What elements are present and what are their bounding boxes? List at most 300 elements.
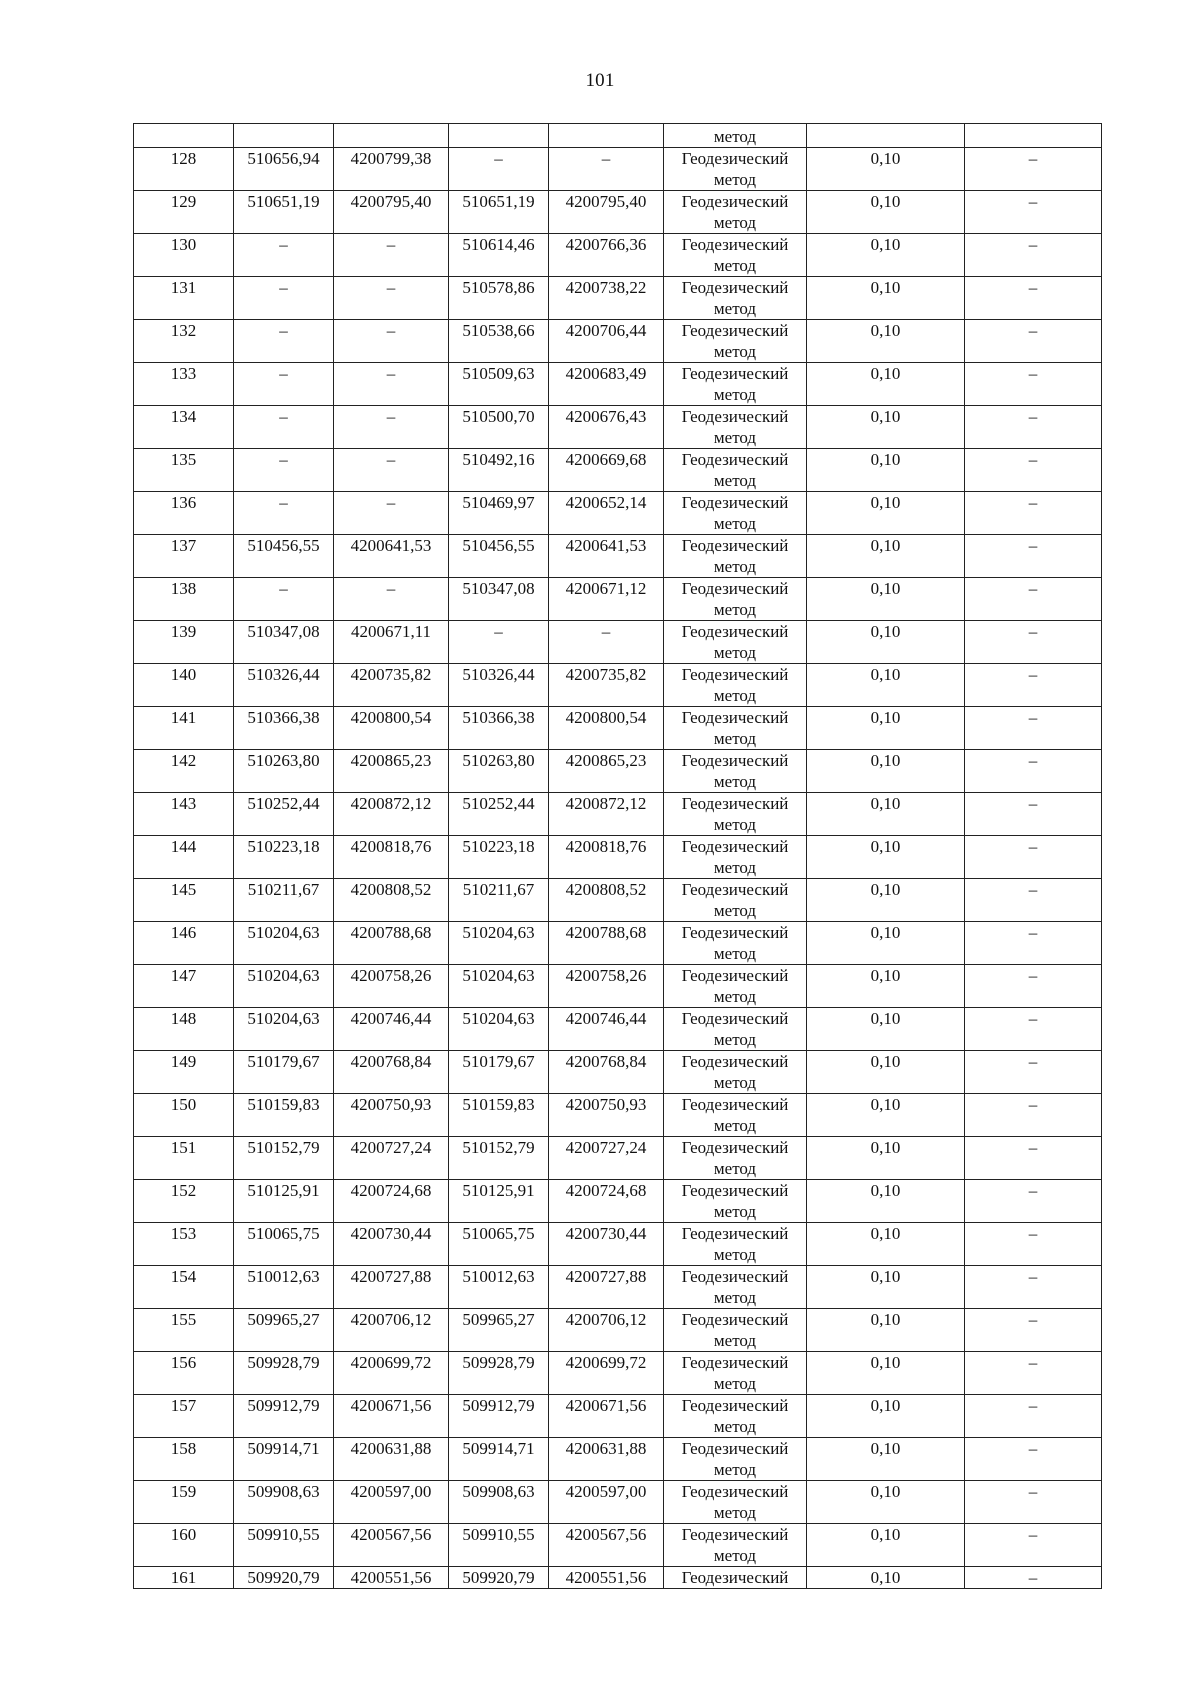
cell-y-new: 4200746,44 [549, 1008, 664, 1051]
cell-method-continued: метод [664, 124, 807, 148]
cell-description: – [965, 1137, 1102, 1180]
cell-method: Геодезический метод [664, 1051, 807, 1094]
cell-x-existing: 510152,79 [234, 1137, 334, 1180]
cell-x-new: 510204,63 [449, 965, 549, 1008]
cell-accuracy: 0,10 [807, 879, 965, 922]
cell-accuracy: 0,10 [807, 406, 965, 449]
cell-point-number: 151 [134, 1137, 234, 1180]
table-row [134, 1266, 1102, 1309]
cell-point-number: 138 [134, 578, 234, 621]
cell-x-existing: 510326,44 [234, 664, 334, 707]
cell-point-number: 134 [134, 406, 234, 449]
cell-x-new: 510204,63 [449, 1008, 549, 1051]
cell-point-number: 143 [134, 793, 234, 836]
cell-x-new: 510469,97 [449, 492, 549, 535]
cell-y-existing: 4200750,93 [334, 1094, 449, 1137]
cell-y-new: 4200800,54 [549, 707, 664, 750]
cell-empty [449, 124, 549, 148]
cell-x-existing: 510263,80 [234, 750, 334, 793]
cell-description: – [965, 836, 1102, 879]
table-row [134, 664, 1102, 707]
cell-accuracy: 0,10 [807, 1438, 965, 1481]
cell-description: – [965, 148, 1102, 191]
cell-y-new: 4200671,12 [549, 578, 664, 621]
cell-y-new: 4200808,52 [549, 879, 664, 922]
cell-empty [549, 124, 664, 148]
cell-method: Геодезический метод [664, 535, 807, 578]
cell-accuracy: 0,10 [807, 621, 965, 664]
cell-accuracy: 0,10 [807, 1051, 965, 1094]
table-row [134, 793, 1102, 836]
cell-accuracy: 0,10 [807, 1352, 965, 1395]
cell-description: – [965, 922, 1102, 965]
cell-x-existing: 510204,63 [234, 965, 334, 1008]
table-row [134, 1352, 1102, 1395]
cell-point-number: 145 [134, 879, 234, 922]
cell-x-existing: 510125,91 [234, 1180, 334, 1223]
cell-description: – [965, 1567, 1102, 1589]
cell-accuracy: 0,10 [807, 664, 965, 707]
cell-y-new: 4200730,44 [549, 1223, 664, 1266]
cell-method: Геодезический метод [664, 664, 807, 707]
cell-point-number: 161 [134, 1567, 234, 1589]
cell-x-new: 510651,19 [449, 191, 549, 234]
cell-y-new: 4200706,44 [549, 320, 664, 363]
cell-description: – [965, 1481, 1102, 1524]
cell-description: – [965, 750, 1102, 793]
cell-y-new: 4200758,26 [549, 965, 664, 1008]
cell-x-new: 510065,75 [449, 1223, 549, 1266]
cell-point-number: 148 [134, 1008, 234, 1051]
cell-y-existing: 4200671,11 [334, 621, 449, 664]
cell-y-new: 4200676,43 [549, 406, 664, 449]
cell-y-new: 4200768,84 [549, 1051, 664, 1094]
cell-point-number: 131 [134, 277, 234, 320]
cell-y-new: 4200727,88 [549, 1266, 664, 1309]
cell-x-existing: – [234, 320, 334, 363]
cell-x-new: 510012,63 [449, 1266, 549, 1309]
cell-y-existing: 4200551,56 [334, 1567, 449, 1589]
cell-x-new: – [449, 148, 549, 191]
cell-x-new: 509928,79 [449, 1352, 549, 1395]
cell-method: Геодезический метод [664, 879, 807, 922]
cell-x-existing: 509965,27 [234, 1309, 334, 1352]
cell-method: Геодезический метод [664, 750, 807, 793]
cell-description: – [965, 1438, 1102, 1481]
cell-x-new: 509920,79 [449, 1567, 549, 1589]
cell-method: Геодезический метод [664, 148, 807, 191]
cell-x-new: 510263,80 [449, 750, 549, 793]
cell-x-existing: 510179,67 [234, 1051, 334, 1094]
cell-accuracy: 0,10 [807, 1008, 965, 1051]
cell-x-existing: 510211,67 [234, 879, 334, 922]
cell-method: Геодезический метод [664, 277, 807, 320]
cell-x-existing: 510651,19 [234, 191, 334, 234]
cell-method: Геодезический метод [664, 1309, 807, 1352]
cell-accuracy: 0,10 [807, 492, 965, 535]
table-row [134, 578, 1102, 621]
cell-y-existing: 4200788,68 [334, 922, 449, 965]
cell-point-number: 159 [134, 1481, 234, 1524]
cell-y-existing: 4200800,54 [334, 707, 449, 750]
cell-method: Геодезический метод [664, 965, 807, 1008]
cell-point-number: 128 [134, 148, 234, 191]
cell-point-number: 155 [134, 1309, 234, 1352]
cell-description: – [965, 1309, 1102, 1352]
cell-y-existing: 4200758,26 [334, 965, 449, 1008]
cell-x-new: 509908,63 [449, 1481, 549, 1524]
cell-accuracy: 0,10 [807, 707, 965, 750]
cell-accuracy: 0,10 [807, 965, 965, 1008]
cell-y-existing: – [334, 277, 449, 320]
cell-x-new: 510223,18 [449, 836, 549, 879]
cell-y-new: – [549, 621, 664, 664]
cell-y-existing: 4200799,38 [334, 148, 449, 191]
cell-empty [334, 124, 449, 148]
cell-x-new: 510326,44 [449, 664, 549, 707]
cell-y-new: 4200750,93 [549, 1094, 664, 1137]
cell-y-new: 4200641,53 [549, 535, 664, 578]
cell-y-existing: 4200724,68 [334, 1180, 449, 1223]
cell-method: Геодезический метод [664, 1094, 807, 1137]
cell-accuracy: 0,10 [807, 1567, 965, 1589]
cell-point-number: 158 [134, 1438, 234, 1481]
cell-y-new: – [549, 148, 664, 191]
cell-accuracy: 0,10 [807, 578, 965, 621]
cell-description: – [965, 1008, 1102, 1051]
table-row [134, 922, 1102, 965]
cell-x-new: 509912,79 [449, 1395, 549, 1438]
cell-accuracy: 0,10 [807, 1395, 965, 1438]
cell-x-existing: – [234, 492, 334, 535]
cell-point-number: 147 [134, 965, 234, 1008]
table-row [134, 1008, 1102, 1051]
cell-y-existing: 4200865,23 [334, 750, 449, 793]
table-row [134, 1309, 1102, 1352]
cell-accuracy: 0,10 [807, 1094, 965, 1137]
cell-accuracy: 0,10 [807, 1266, 965, 1309]
cell-x-existing: – [234, 578, 334, 621]
cell-description: – [965, 793, 1102, 836]
cell-accuracy: 0,10 [807, 1309, 965, 1352]
cell-method: Геодезический метод [664, 191, 807, 234]
cell-y-new: 4200865,23 [549, 750, 664, 793]
table-row [134, 1567, 1102, 1589]
cell-y-existing: 4200818,76 [334, 836, 449, 879]
cell-x-existing: 509914,71 [234, 1438, 334, 1481]
cell-x-new: 510456,55 [449, 535, 549, 578]
cell-y-existing: 4200699,72 [334, 1352, 449, 1395]
cell-y-new: 4200872,12 [549, 793, 664, 836]
cell-method: Геодезический метод [664, 449, 807, 492]
cell-description: – [965, 621, 1102, 664]
table-row [134, 449, 1102, 492]
cell-y-new: 4200671,56 [549, 1395, 664, 1438]
cell-method: Геодезический метод [664, 406, 807, 449]
table-row [134, 320, 1102, 363]
cell-x-new: 510204,63 [449, 922, 549, 965]
cell-x-existing: 509908,63 [234, 1481, 334, 1524]
table-row [134, 492, 1102, 535]
cell-point-number: 133 [134, 363, 234, 406]
cell-accuracy: 0,10 [807, 363, 965, 406]
cell-point-number: 144 [134, 836, 234, 879]
cell-y-new: 4200766,36 [549, 234, 664, 277]
table-row [134, 406, 1102, 449]
cell-y-existing: 4200706,12 [334, 1309, 449, 1352]
cell-x-existing: 509912,79 [234, 1395, 334, 1438]
cell-method: Геодезический метод [664, 1137, 807, 1180]
cell-y-existing: – [334, 406, 449, 449]
cell-description: – [965, 320, 1102, 363]
cell-x-new: 510152,79 [449, 1137, 549, 1180]
cell-point-number: 142 [134, 750, 234, 793]
cell-description: – [965, 1180, 1102, 1223]
cell-method: Геодезический метод [664, 492, 807, 535]
table-row [134, 1524, 1102, 1567]
cell-method: Геодезический метод [664, 1352, 807, 1395]
cell-point-number: 140 [134, 664, 234, 707]
cell-y-existing: – [334, 320, 449, 363]
cell-x-new: 510578,86 [449, 277, 549, 320]
cell-x-new: 510159,83 [449, 1094, 549, 1137]
cell-y-new: 4200706,12 [549, 1309, 664, 1352]
cell-y-new: 4200567,56 [549, 1524, 664, 1567]
cell-x-new: 510492,16 [449, 449, 549, 492]
cell-x-new: 509914,71 [449, 1438, 549, 1481]
cell-accuracy: 0,10 [807, 1481, 965, 1524]
cell-point-number: 146 [134, 922, 234, 965]
table-row [134, 965, 1102, 1008]
cell-y-existing: 4200872,12 [334, 793, 449, 836]
cell-x-existing: 510012,63 [234, 1266, 334, 1309]
cell-y-existing: – [334, 578, 449, 621]
cell-method: Геодезический метод [664, 922, 807, 965]
table-row [134, 1180, 1102, 1223]
cell-point-number: 132 [134, 320, 234, 363]
cell-description: – [965, 1223, 1102, 1266]
cell-description: – [965, 406, 1102, 449]
table-row [134, 836, 1102, 879]
cell-x-new: 510366,38 [449, 707, 549, 750]
cell-y-existing: – [334, 234, 449, 277]
cell-method: Геодезический метод [664, 836, 807, 879]
table-row [134, 1481, 1102, 1524]
cell-method: Геодезический метод [664, 621, 807, 664]
table-row [134, 277, 1102, 320]
cell-x-existing: 510159,83 [234, 1094, 334, 1137]
table-row [134, 148, 1102, 191]
cell-description: – [965, 1266, 1102, 1309]
cell-accuracy: 0,10 [807, 1137, 965, 1180]
cell-description: – [965, 1395, 1102, 1438]
table-row [134, 1137, 1102, 1180]
cell-y-new: 4200631,88 [549, 1438, 664, 1481]
cell-y-existing: 4200727,88 [334, 1266, 449, 1309]
cell-x-existing: – [234, 363, 334, 406]
cell-y-existing: 4200631,88 [334, 1438, 449, 1481]
table-row [134, 621, 1102, 664]
cell-point-number: 135 [134, 449, 234, 492]
cell-description: – [965, 707, 1102, 750]
table-row [134, 1051, 1102, 1094]
cell-empty [807, 124, 965, 148]
cell-method: Геодезический метод [664, 363, 807, 406]
cell-method: Геодезический метод [664, 1438, 807, 1481]
cell-accuracy: 0,10 [807, 277, 965, 320]
cell-point-number: 150 [134, 1094, 234, 1137]
cell-x-existing: 510252,44 [234, 793, 334, 836]
cell-point-number: 137 [134, 535, 234, 578]
cell-x-new: 510347,08 [449, 578, 549, 621]
cell-point-number: 136 [134, 492, 234, 535]
cell-method: Геодезический метод [664, 1223, 807, 1266]
cell-x-existing: 509928,79 [234, 1352, 334, 1395]
cell-accuracy: 0,10 [807, 793, 965, 836]
cell-x-existing: – [234, 406, 334, 449]
cell-method: Геодезический метод [664, 1524, 807, 1567]
cell-point-number: 141 [134, 707, 234, 750]
cell-x-existing: – [234, 449, 334, 492]
cell-accuracy: 0,10 [807, 922, 965, 965]
cell-x-existing: 509920,79 [234, 1567, 334, 1589]
cell-empty [965, 124, 1102, 148]
cell-point-number: 149 [134, 1051, 234, 1094]
cell-method: Геодезический метод [664, 1180, 807, 1223]
cell-x-new: 510538,66 [449, 320, 549, 363]
page-number: 101 [585, 70, 615, 91]
table-row [134, 1395, 1102, 1438]
cell-y-new: 4200795,40 [549, 191, 664, 234]
cell-x-new: 510509,63 [449, 363, 549, 406]
cell-method: Геодезический метод [664, 1481, 807, 1524]
table-row [134, 363, 1102, 406]
cell-x-new: 509965,27 [449, 1309, 549, 1352]
cell-description: – [965, 492, 1102, 535]
cell-y-new: 4200818,76 [549, 836, 664, 879]
cell-y-new: 4200735,82 [549, 664, 664, 707]
cell-x-existing: 510656,94 [234, 148, 334, 191]
cell-accuracy: 0,10 [807, 750, 965, 793]
cell-y-existing: – [334, 492, 449, 535]
cell-y-new: 4200788,68 [549, 922, 664, 965]
cell-method: Геодезический метод [664, 1008, 807, 1051]
cell-y-new: 4200669,68 [549, 449, 664, 492]
cell-x-existing: 509910,55 [234, 1524, 334, 1567]
cell-y-existing: 4200641,53 [334, 535, 449, 578]
cell-y-existing: 4200795,40 [334, 191, 449, 234]
cell-description: – [965, 578, 1102, 621]
cell-accuracy: 0,10 [807, 234, 965, 277]
cell-x-new: 510500,70 [449, 406, 549, 449]
cell-description: – [965, 1524, 1102, 1567]
cell-x-existing: 510347,08 [234, 621, 334, 664]
cell-point-number: 154 [134, 1266, 234, 1309]
cell-description: – [965, 879, 1102, 922]
cell-y-existing: 4200671,56 [334, 1395, 449, 1438]
cell-accuracy: 0,10 [807, 148, 965, 191]
cell-y-new: 4200652,14 [549, 492, 664, 535]
cell-description: – [965, 191, 1102, 234]
table-row [134, 707, 1102, 750]
cell-method: Геодезический метод [664, 793, 807, 836]
cell-accuracy: 0,10 [807, 1180, 965, 1223]
cell-description: – [965, 1051, 1102, 1094]
cell-accuracy: 0,10 [807, 320, 965, 363]
cell-y-new: 4200724,68 [549, 1180, 664, 1223]
table-row [134, 879, 1102, 922]
cell-point-number: 152 [134, 1180, 234, 1223]
cell-x-existing: 510065,75 [234, 1223, 334, 1266]
cell-y-existing: 4200730,44 [334, 1223, 449, 1266]
cell-x-new: 510179,67 [449, 1051, 549, 1094]
cell-x-new: – [449, 621, 549, 664]
cell-y-new: 4200597,00 [549, 1481, 664, 1524]
cell-accuracy: 0,10 [807, 836, 965, 879]
cell-description: – [965, 1352, 1102, 1395]
cell-y-new: 4200727,24 [549, 1137, 664, 1180]
table-row-continued [134, 124, 1102, 148]
cell-y-existing: 4200597,00 [334, 1481, 449, 1524]
cell-x-new: 510211,67 [449, 879, 549, 922]
cell-x-existing: – [234, 234, 334, 277]
cell-description: – [965, 664, 1102, 707]
cell-x-existing: 510204,63 [234, 922, 334, 965]
cell-y-existing: 4200567,56 [334, 1524, 449, 1567]
cell-method: Геодезический метод [664, 320, 807, 363]
cell-description: – [965, 965, 1102, 1008]
table-row [134, 1223, 1102, 1266]
cell-point-number: 139 [134, 621, 234, 664]
cell-y-new: 4200683,49 [549, 363, 664, 406]
cell-y-existing: 4200768,84 [334, 1051, 449, 1094]
cell-y-existing: 4200746,44 [334, 1008, 449, 1051]
table-row [134, 234, 1102, 277]
cell-y-existing: – [334, 449, 449, 492]
cell-method: Геодезический метод [664, 707, 807, 750]
cell-point-number: 160 [134, 1524, 234, 1567]
table-row [134, 191, 1102, 234]
cell-x-existing: – [234, 277, 334, 320]
cell-method: Геодезический [664, 1567, 807, 1589]
cell-description: – [965, 1094, 1102, 1137]
cell-y-new: 4200738,22 [549, 277, 664, 320]
cell-point-number: 156 [134, 1352, 234, 1395]
cell-y-existing: – [334, 363, 449, 406]
cell-empty [234, 124, 334, 148]
cell-x-existing: 510366,38 [234, 707, 334, 750]
cell-method: Геодезический метод [664, 1395, 807, 1438]
cell-x-new: 510252,44 [449, 793, 549, 836]
cell-accuracy: 0,10 [807, 449, 965, 492]
cell-method: Геодезический метод [664, 1266, 807, 1309]
cell-point-number: 129 [134, 191, 234, 234]
cell-x-existing: 510223,18 [234, 836, 334, 879]
cell-method: Геодезический метод [664, 234, 807, 277]
cell-x-new: 510125,91 [449, 1180, 549, 1223]
cell-description: – [965, 234, 1102, 277]
cell-accuracy: 0,10 [807, 535, 965, 578]
cell-accuracy: 0,10 [807, 191, 965, 234]
cell-x-existing: 510456,55 [234, 535, 334, 578]
cell-y-existing: 4200735,82 [334, 664, 449, 707]
table-row [134, 1094, 1102, 1137]
cell-description: – [965, 277, 1102, 320]
cell-x-existing: 510204,63 [234, 1008, 334, 1051]
cell-description: – [965, 449, 1102, 492]
table-row [134, 535, 1102, 578]
cell-y-existing: 4200808,52 [334, 879, 449, 922]
